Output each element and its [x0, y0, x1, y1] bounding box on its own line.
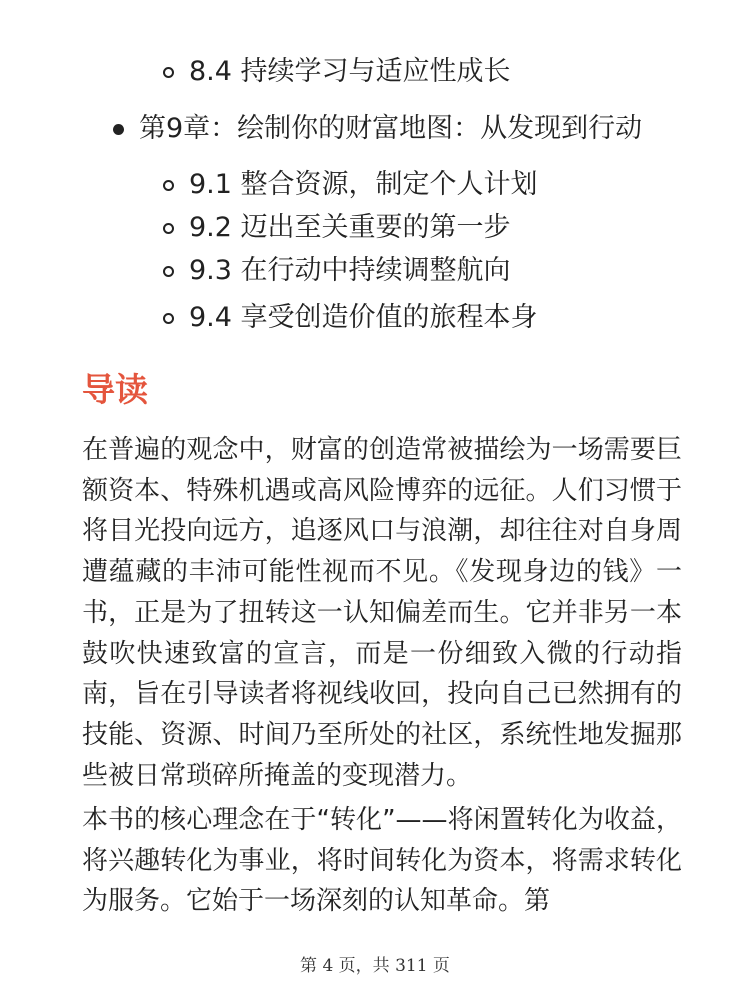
hollow-circle-bullet-icon	[163, 180, 174, 191]
body-paragraph-1: 在普遍的观念中，财富的创造常被描绘为一场需要巨额资本、特殊机遇或高风险博弈的远征。人们习惯于将目光投向远方，追逐风口与浪潮，却往往对自身周遭蕴藏的丰沛可能性视而不见。《发现身边的钱》一书，正是为了扭转这一认知偏差而生。它并非另一本鼓吹快速致富的宣言，而是一份细致入微的行动指南，旨在引导读者将视线收回，投向自己已然拥有的技能、资源、时间乃至所处的社区，系统性地发掘那些被日常琐碎所掩盖的变现潜力。	[82, 435, 682, 791]
body-paragraph-2: 本书的核心理念在于“转化”——将闲置转化为收益，将兴趣转化为事业，将时间转化为资本，将需求转化为服务。它始于一场深刻的认知革命。第	[82, 805, 682, 917]
hollow-circle-bullet-icon	[163, 67, 174, 78]
toc-item-9-3[interactable]	[163, 249, 511, 293]
toc-item-label: 8.4 持续学习与适应性成长	[189, 56, 511, 87]
hollow-circle-bullet-icon	[163, 313, 174, 324]
hollow-circle-bullet-icon	[163, 223, 174, 234]
filled-circle-bullet-icon	[113, 124, 124, 135]
page-indicator: 第 4 页，共 311 页	[300, 956, 450, 976]
toc-chapter-label: 第9章：绘制你的财富地图：从发现到行动	[139, 113, 643, 144]
toc-item-label: 9.2 迈出至关重要的第一步	[189, 212, 511, 243]
toc-item-8-4[interactable]	[163, 50, 511, 94]
toc-chapter-9[interactable]	[113, 107, 642, 151]
toc-item-9-1[interactable]	[163, 163, 538, 207]
toc-item-9-2[interactable]	[163, 206, 511, 250]
toc-item-label: 9.1 整合资源，制定个人计划	[189, 169, 538, 200]
hollow-circle-bullet-icon	[163, 266, 174, 277]
toc-item-label: 9.4 享受创造价值的旅程本身	[189, 302, 538, 333]
toc-item-label: 9.3 在行动中持续调整航向	[189, 255, 511, 286]
toc-item-9-4[interactable]	[163, 296, 538, 340]
section-heading: 导读	[82, 370, 148, 409]
